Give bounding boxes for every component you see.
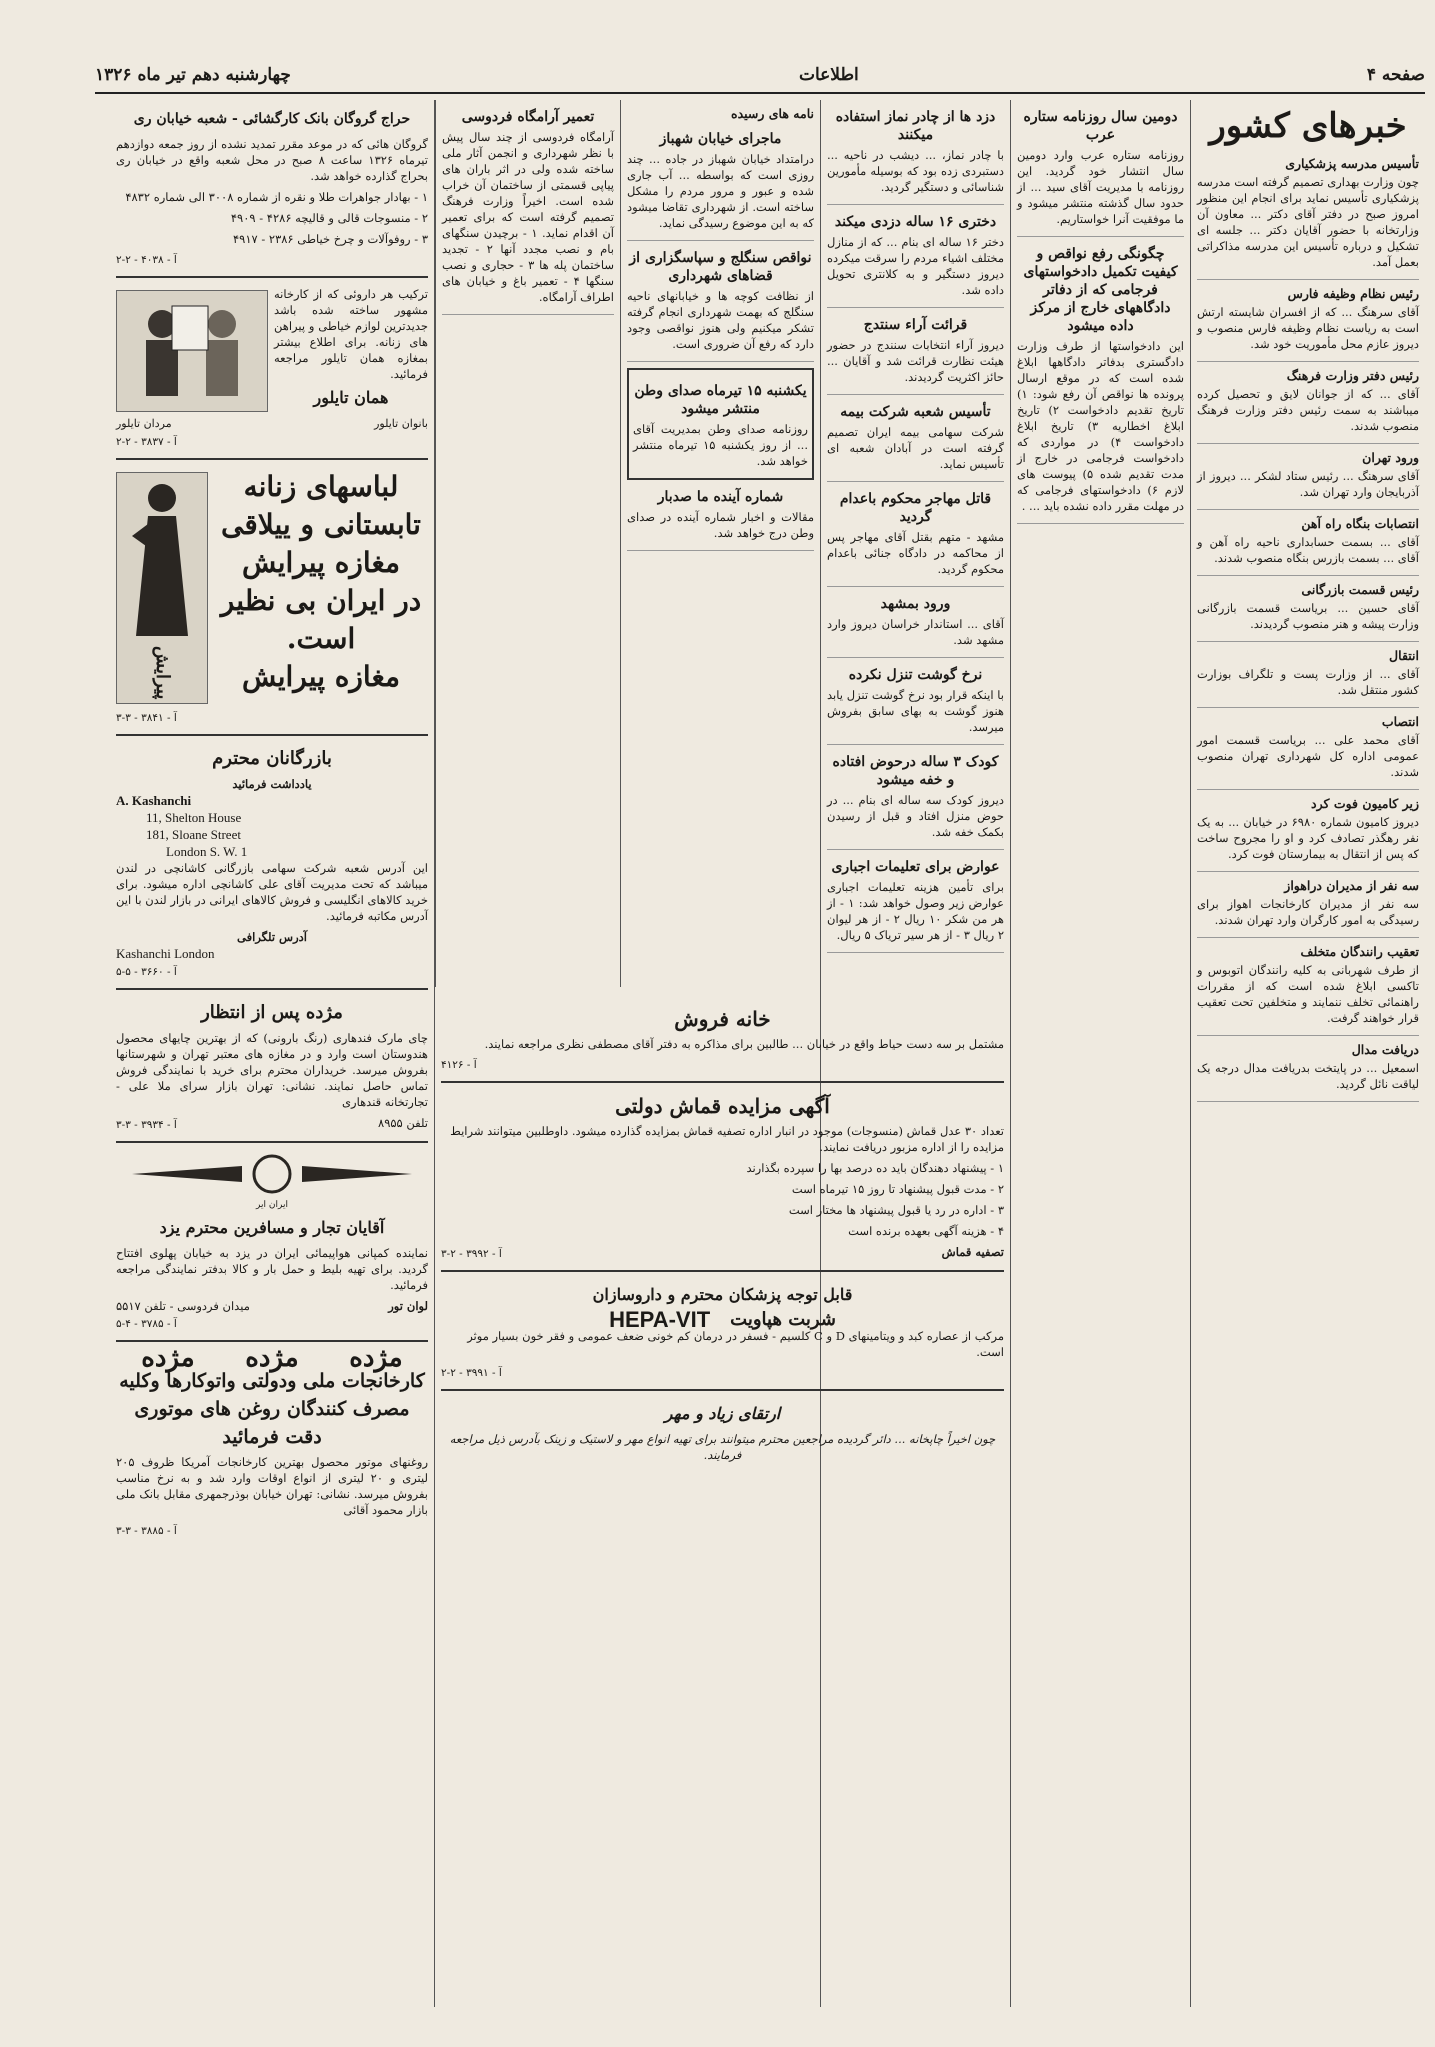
article: [827, 753, 1004, 850]
article-title: کودک ۳ ساله درحوض افتاده و خفه میشود: [832, 754, 999, 788]
article-title: تعمیر آرامگاه فردوسی: [461, 109, 595, 125]
column-ads: [110, 100, 435, 2007]
ad-title: بازرگانان محترم: [212, 748, 332, 769]
article-body: روزنامه صدای وطن بمدیریت آقای ... از روز یکشنبه ۱۵ تیرماه منتشر خواهد شد.: [633, 422, 808, 468]
brand-name: پیرایش: [152, 646, 173, 700]
brand-en: HEPA-VIT: [609, 1307, 711, 1332]
ad-head-word: مژده: [141, 1343, 195, 1373]
article: [442, 108, 614, 315]
article-title: یکشنبه ۱۵ تیرماه صدای وطن منتشر میشود: [634, 383, 807, 417]
ad-title-line: کارخانجات ملی ودولتی واتوکارها وکلیه: [119, 1370, 425, 1392]
ad-line: مغازه پیرایش: [242, 660, 400, 693]
ad-taylor-text: [274, 286, 428, 416]
article-title: چگونگی رفع نواقص و کیفیت تکمیل دادخواستهای فرجامی که از دفاتر دادگاههای خارج از مرکز داده میشود: [1023, 246, 1178, 334]
ad-body: گروگان هائی که در موعد مقرر تمدید نشده از روز جمعه دوازدهم تیرماه ۱۳۲۶ ساعت ۸ صبح در محل شعبه واقع در خیابان ری بحراج گذارده خواهد شد.: [116, 137, 428, 183]
ad-piraish: [116, 464, 428, 736]
article-body: دیروز کامیون شماره ۶۹۸۰ در خیابان ... به یک نفر رهگذر تصادف کرد و او را مجروح ساخت که پس از انتقال به بیمارستان فوت کرد.: [1197, 815, 1419, 861]
woman-figure-icon: [122, 476, 202, 646]
article: [827, 108, 1004, 205]
article-kicker: نامه های رسیده: [731, 106, 814, 121]
article: [827, 213, 1004, 308]
ad-line: است.: [286, 622, 356, 655]
article-title: زیر کامیون فوت کرد: [1311, 796, 1419, 811]
article-body: آقای ... بسمت حسابداری ناحیه راه آهن و آقای ... بسمت بازرس بنگاه منصوب شدند.: [1197, 535, 1419, 565]
article: [1197, 286, 1419, 362]
article-title: دریافت مدال: [1351, 1042, 1419, 1057]
article: [1197, 878, 1419, 938]
ad-footer: [116, 1115, 428, 1135]
ad-house-sale: [441, 1000, 1004, 1083]
ad-taylor: [116, 282, 428, 460]
ad-address: میدان فردوسی - تلفن ۵۵۱۷: [116, 1299, 250, 1313]
ad-motor-oil: [116, 1343, 428, 1547]
ad-piraish-row: [116, 468, 428, 708]
article-body: آقای محمد علی ... بریاست قسمت امور عمومی اداره کل شهرداری تهران منصوب شدند.: [1197, 733, 1419, 779]
ad-phone: تلفن ۸۹۵۵: [378, 1116, 428, 1130]
ad-line: لباسهای زنانه: [243, 470, 399, 503]
ad-item: ۲ - منسوجات قالی و قالیچه ۴۲۸۶ - ۴۹۰۹: [230, 211, 428, 225]
ad-body: تعداد ۳۰ عدل قماش (منسوجات) موجود در انبار اداره تصفیه قماش بمزایده گذارده میشود. داوطلبین میتوانند شرایط مزایده را از اداره مزبور دریافت نمایند.: [450, 1124, 1004, 1154]
article: [1197, 648, 1419, 708]
address-line: A. Kashanchi: [116, 793, 192, 808]
ad-body: چای مارک فندهاری (رنگ بارونی) که از بهترین چایهای محصول هندوستان است وارد و در مغازه های معتبر تهران و شهرستانها بفروش میرسد. خریداران محترم برای خرید با نمایندگی فروش تماس حاصل نمایند. نشانی: تهران بازار سرای ملا علی - تجارتخانه قندهاری: [116, 1031, 428, 1109]
taylor-illustration: [116, 290, 268, 412]
article-body: سه نفر از مدیران کارخانجات اهواز برای رسیدگی به امور کارگران وارد تهران شدند.: [1197, 897, 1419, 927]
article-body: آقای ... از وزارت پست و تلگراف بوزارت کشور منتقل شد.: [1197, 667, 1419, 697]
column-letters: [620, 100, 820, 987]
article-title: شماره آینده ما صدبار: [657, 489, 784, 505]
article-title: انتصاب: [1381, 714, 1419, 729]
article-body: آقای سرهنگ ... که از افسران شایسته ارتش است به ریاست نظام وظیفه فارس منصوب و دیروز عازم محل مأموریت خود شد.: [1197, 305, 1419, 351]
article: [827, 595, 1004, 658]
paper-name: اطلاعات: [798, 65, 859, 85]
article-title: رئیس قسمت بازرگانی: [1301, 582, 1419, 597]
article-body: از طرف شهربانی به کلیه رانندگان اتوبوس و تاکسی ابلاغ شده است که از مقررات راهنمائی تخلف ننمایند و متخلفین تحت تعقیب قرار خواهند گرفت.: [1197, 963, 1419, 1025]
ad-title: همان تایلور: [313, 388, 389, 407]
article: [1197, 156, 1419, 280]
ad-line: تابستانی و ییلاقی: [221, 508, 421, 541]
ad-captions: [116, 416, 428, 432]
ad-ref: آ - ۳۸۸۵ - ۳-۳: [116, 1525, 177, 1537]
article-title: انتصابات بنگاه راه آهن: [1301, 516, 1419, 531]
ad-head-word: مژده: [349, 1343, 403, 1373]
ad-ref: آ - ۳۶۶۰ - ۵-۵: [116, 966, 177, 978]
article-title: تأسیس مدرسه پزشکیاری: [1285, 156, 1419, 171]
article-body: برای تأمین هزینه تعلیمات اجباری عوارض زیر وصول خواهد شد: ۱ - از هر من شکر ۱۰ ریال ۲ - از هر لیوان ۲ ریال ۳ - از هر سیر تریاک ۵ ریال.: [827, 880, 1005, 942]
logo-text: ایران ایر: [256, 1200, 288, 1210]
article: [827, 403, 1004, 482]
ad-body: ترکیب هر داروئی که از کارخانه مشهور ساخته شده باشد جدیدترین لوازم خیاطی و پیراهن های زنانه. برای اطلاع بیشتر بمغازه همان تایلور مراجعه فرمائید.: [274, 287, 428, 381]
brand-fa: شربت هپاویت: [730, 1309, 836, 1330]
column-domestic-news: [1190, 100, 1425, 2007]
article: [1197, 796, 1419, 872]
ad-item: ۳ - روفوآلات و چرخ خیاطی ۲۳۸۶ - ۴۹۱۷: [232, 232, 428, 246]
article-title: ماجرای خیابان شهباز: [659, 131, 782, 147]
article: [1197, 516, 1419, 576]
ad-head-row: [116, 1343, 428, 1373]
article: [827, 316, 1004, 395]
article-body: دیروز آراء انتخابات سنندج در حضور هیئت نظارت قرائت شد و آقایان ... حائز اکثریت گردیدند.: [827, 338, 1004, 384]
article-title: رئیس دفتر وزارت فرهنگ: [1286, 368, 1419, 383]
article-title: نرخ گوشت تنزل نکرده: [848, 667, 983, 683]
article-title: سه نفر از مدیران دراهواز: [1284, 878, 1419, 893]
ad-body: مرکب از عصاره کبد و ویتامینهای D و C کلسیم - فسفر در درمان کم خونی ضعف عمومی و فقر خون بسیار موثر است.: [467, 1329, 1004, 1359]
article-title: تأسیس شعبه شرکت بیمه: [840, 404, 991, 420]
ad-footer: [441, 1244, 1004, 1264]
ad-seal-shop: [441, 1395, 1004, 1474]
article: [1197, 714, 1419, 790]
article-body: چون وزارت بهداری تصمیم گرفته است مدرسه پزشکیاری تأسیس نماید برای انجام این منظور امروز صبح در دفتر آقای دکتر ... معاون آن وزارتخانه با حضور آقایان دکتر ... جلسه ای تشکیل و درباره تأسیس این مدرسه مذاکراتی بعمل آمد.: [1197, 175, 1419, 269]
telegraph-label: آدرس تلگرافی: [237, 930, 307, 944]
article: [1197, 1042, 1419, 1102]
article-title: رئیس نظام وظیفه فارس: [1287, 286, 1419, 301]
article: [827, 666, 1004, 745]
article: [627, 106, 814, 241]
article-title: دختری ۱۶ ساله دزدی میکند: [834, 214, 997, 230]
article-title: قاتل مهاجر محکوم باعدام گردید: [839, 491, 992, 525]
article-title: ورود تهران: [1362, 450, 1419, 465]
telegraph-address: Kashanchi London: [116, 946, 215, 961]
ad-title: مژده پس از انتظار: [201, 1002, 343, 1023]
address-line: 11, Shelton House: [146, 810, 242, 825]
ad-ref: آ - ۳۸۴۱ - ۳-۳: [116, 712, 177, 724]
column-judiciary-news: [1010, 100, 1190, 2007]
article: [627, 249, 814, 362]
address-line: 181, Sloane Street: [146, 827, 241, 842]
ad-ref: آ - ۳۹۹۲ - ۲-۳: [441, 1248, 502, 1260]
ad-title-line: دقت فرمائید: [222, 1426, 322, 1448]
ad-title: حراج گروگان بانک کارگشائی - شعبه خیابان ری: [133, 111, 411, 127]
ad-merchants: [116, 740, 428, 990]
article: [627, 368, 814, 480]
ad-body: نماینده کمپانی هواپیمائی ایران در یزد به خیابان پهلوی افتتاح گردید. برای تهیه بلیط و حمل بار و کالا بدفتر نمایندگی مراجعه فرمائید.: [116, 1246, 428, 1292]
piraish-illustration: [116, 472, 208, 704]
ad-item: ۴ - هزینه آگهی بعهده برنده است: [848, 1224, 1004, 1238]
article: [1197, 450, 1419, 510]
caption-right: بانوان تایلور: [374, 417, 428, 430]
article-body: دیروز کودک سه ساله ای بنام ... در حوض منزل افتاد و قبل از رسیدن بکمک خفه شد.: [827, 793, 1004, 839]
article-body: آرامگاه فردوسی از چند سال پیش با نظر شهرداری و انجمن آثار ملی ساخته شده ولی در اثر باران های پیاپی قسمتی از ساختمان آن خراب شده است. اخیراً وزارت فرهنگ تصمیم گرفته است که برای تعمیر آن اقدام نماید. ۱ - برچیدن سنگهای بام و نصب مجدد آنها ۲ - تجدید ساختمان پله ها ۳ - حجاری و نصب سنگها ۴ - تعمیر باغ و خیابان های اطراف آرامگاه.: [442, 130, 615, 304]
article: [1017, 108, 1184, 237]
middle-ads: [435, 1000, 1010, 2007]
article-title: قرائت آراء سنتدج: [863, 317, 968, 333]
ad-line: مغازه پیرایش: [242, 546, 400, 579]
ad-item: ۱ - پیشنهاد دهندگان باید ده درصد بها را سپرده بگذارند: [746, 1161, 1004, 1175]
article-title: دزد ها از چادر نماز استفاده میکنند: [835, 109, 996, 143]
caption-left: مردان تایلور: [116, 417, 172, 430]
article: [1197, 368, 1419, 444]
page-label: صفحه ۴: [1366, 65, 1425, 85]
article-body: اسمعیل ... در پایتخت بدریافت مدال درجه یک لیاقت نائل گردید.: [1197, 1061, 1419, 1091]
ad-ref: آ - ۴۰۳۸ - ۲-۲: [116, 254, 177, 266]
ad-piraish-text: [214, 468, 428, 708]
article-title: عوارض برای تعلیمات اجباری: [831, 859, 1000, 875]
brand-row: [441, 1307, 1004, 1332]
ad-title-line: مصرف کنندگان روغن های موتوری: [134, 1398, 410, 1420]
article-body: مقالات و اخبار شماره آینده در صدای وطن درج خواهد شد.: [627, 510, 814, 540]
date-line: چهارشنبه دهم تیر ماه ۱۳۲۶: [95, 65, 291, 85]
article-body: با چادر نماز، ... دیشب در ناحیه ... دستبردی زده بود که بوسیله مأمورین شناسائی و دستگیر گردید.: [827, 148, 1004, 194]
article: [827, 490, 1004, 587]
article-body: آقای ... که از جوانان لایق و تحصیل کرده میباشند به سمت رئیس دفتر وزارت فرهنگ منصوب شدند.: [1197, 387, 1419, 433]
ad-title: آقایان تجار و مسافرین محترم یزد: [159, 1218, 385, 1237]
column-ferdowsi: [435, 100, 620, 987]
ad-subtitle: یادداشت فرمائید: [232, 777, 312, 791]
article-body: شرکت سهامی بیمه ایران تصمیم گرفته است در آبادان شعبه ای تأسیس نماید.: [827, 425, 1004, 471]
article: [1197, 582, 1419, 642]
ad-taylor-row: [116, 286, 428, 416]
article: [627, 488, 814, 551]
ad-ref: آ - ۴۱۲۶: [441, 1059, 477, 1071]
ad-item: ۲ - مدت قبول پیشنهاد تا روز ۱۵ تیرماه است: [791, 1182, 1004, 1196]
two-figures-icon: [122, 296, 262, 406]
article-title: تعقیب رانندگان متخلف: [1300, 944, 1419, 959]
ad-head-word: مژده: [245, 1343, 299, 1373]
article-body: آقای سرهنگ ... رئیس ستاد لشکر ... دیروز از آذربایجان وارد تهران شد.: [1197, 469, 1419, 499]
article-title: نواقص سنگلج و سپاسگزاری از قضاهای شهرداری: [629, 250, 812, 284]
ad-ref: آ - ۳۹۳۴ - ۳-۳: [116, 1119, 177, 1131]
ad-branch: لوان تور: [388, 1299, 428, 1313]
ad-ref: آ - ۳۹۹۱ - ۲-۲: [441, 1367, 502, 1379]
article-body: درامتداد خیابان شهباز در جاده ... چند روزی است که بواسطه ... آب جاری شده و عبور و مرور مردم را مشکل ساخته است. از شهرداری تقاضا میشود که به این موضوع رسیدگی نماید.: [627, 152, 814, 230]
ad-body: مشتمل بر سه دست حیاط واقع در خیابان ... طالبین برای مذاکره به دفتر آقای مصطفی نظری مراجعه نمایند.: [484, 1037, 1004, 1051]
article-body: روزنامه ستاره عرب وارد دومین سال انتشار خود گردید. این روزنامه با مدیریت آقای سید ... از حدود سال گذشته منتشر میشود و ما موفقیت آنرا خواستاریم.: [1017, 148, 1184, 226]
ad-footer: [116, 1298, 428, 1314]
ad-title: ارتقای زیاد و مهر: [664, 1404, 781, 1423]
airline-logo: [116, 1151, 428, 1197]
article: [827, 858, 1004, 953]
ad-ref: آ - ۳۸۳۷ - ۲-۲: [116, 436, 177, 448]
article-title: دومین سال روزنامه ستاره عرب: [1023, 109, 1178, 143]
article-title: ورود بمشهد: [880, 596, 951, 612]
ad-body: روغنهای موتور محصول بهترین کارخانجات آمریکا ظروف ۲۰۵ لیتری و ۲۰ لیتری از انواع اوقات وارد شد و به نرخ مناسب بفروش میرسد. نشانی: تهران خیابان بوذرجمهری مقابل بانک ملی بازار محمود آقائی: [116, 1455, 428, 1517]
article-body: آقای حسین ... بریاست قسمت بازرگانی وزارت پیشه و هنر منصوب گردیدند.: [1197, 601, 1419, 631]
ad-title: خانه فروش: [674, 1007, 771, 1031]
section-title: خبرهای کشور: [1209, 106, 1407, 146]
article: [1197, 944, 1419, 1036]
ad-govt-auction: [441, 1087, 1004, 1272]
ad-body: این آدرس شعبه شرکت سهامی بازرگانی کاشانچی در لندن میباشد که تحت مدیریت آقای علی کاشانچی اداره میشود. برای خرید کالاهای انگلیسی و فروش کالاهای ایرانی در بازار لندن با این آدرس مکاتبه فرمائید.: [116, 861, 428, 923]
address-line: London S. W. 1: [166, 844, 248, 859]
article-body: آقای ... استاندار خراسان دیروز وارد مشهد شد.: [827, 617, 1004, 647]
ad-ref: آ - ۳۷۸۵ - ۴-۵: [116, 1318, 177, 1330]
article-body: دختر ۱۶ ساله ای بنام ... که از منازل مختلف اشیاء مردم را سرقت میکرده دیروز دستگیر و به کلانتری تحویل داده شد.: [827, 235, 1004, 297]
ad-pawn-auction: [116, 100, 428, 278]
article: [1017, 245, 1184, 524]
article-body: مشهد - متهم بقتل آقای مهاجر پس از محاکمه در دادگاه جنائی باعدام محکوم گردید.: [827, 530, 1004, 576]
article-body: از نظافت کوچه ها و خیابانهای ناحیه سنگلج که بهمت شهرداری انجام گرفته تشکر میکنیم ولی هنوز نواقصی وجود دارد که رفع آن ضروری است.: [627, 289, 814, 351]
ad-item: ۱ - بهادار جواهرات طلا و نقره از شماره ۳۰۰۸ الی شماره ۴۸۳۲: [125, 190, 428, 204]
ad-hepavit: [441, 1276, 1004, 1391]
ad-airline: [116, 1147, 428, 1342]
winged-logo-icon: [132, 1154, 412, 1194]
article-body: این دادخواستها از طرف وزارت دادگستری بدفاتر دادگاهها ابلاغ شده است که در موقع ارسال پرونده ها نواقص آن رفع شود: ۱) تاریخ تقدیم دادخواست ۲) تاریخ ابلاغ اخطاریه ۳) تاریخ ابلاغ دادخواست ۴) در مواردی که دادخواست فرجامی در خارج از مدت تقدیم شده ۵) پیوست های لازم ۶) دادخواستهای فرجامی که در مهلت مقرر داده نشده باید ... .: [1017, 339, 1185, 513]
ad-title: آگهی مزایده قماش دولتی: [615, 1094, 830, 1118]
article-title: انتقال: [1389, 648, 1419, 663]
ad-line: در ایران بی نظیر: [220, 584, 422, 617]
masthead: [95, 58, 1425, 94]
ad-tea: [116, 994, 428, 1143]
ad-item: ۳ - اداره در رد یا قبول پیشنهاد ها مختار است: [788, 1203, 1004, 1217]
ad-title: قابل توجه پزشکان محترم و داروسازان: [592, 1285, 853, 1304]
article-body: با اینکه قرار بود نرخ گوشت تنزل یابد هنوز گوشت به بهای سابق بفروش میرسد.: [827, 688, 1004, 734]
ad-signature: تصفیه قماش: [941, 1245, 1004, 1259]
ad-body: چون اخیراً چاپخانه ... دائر گردیده مراجعین محترم میتوانند برای تهیه انواع مهر و لاستیک و زینک بآدرس ذیل مراجعه فرمایند.: [449, 1432, 996, 1462]
